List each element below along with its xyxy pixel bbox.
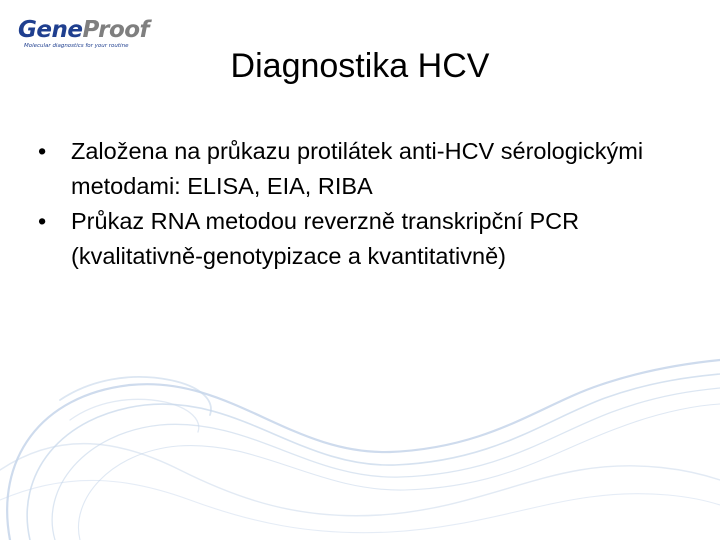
bullet-item (36, 134, 676, 204)
bullet-list (36, 134, 676, 274)
bullet-marker: • (38, 208, 47, 234)
logo-brand-gene: Gene (18, 17, 83, 43)
logo-tagline: Molecular diagnostics for your routine (24, 43, 129, 49)
slide-title: Diagnostika HCV (230, 47, 490, 85)
bullet-text: Průkaz RNA metodou reverzně transkripční PCR (kvalitativně-genotypizace a kvantitativně) (71, 208, 580, 269)
logo-brand-proof: Proof (82, 17, 150, 43)
bullet-marker: • (38, 138, 47, 164)
logo-wordmark (18, 16, 149, 44)
bullet-text: Založena na průkazu protilátek anti-HCV sérologickými metodami: ELISA, EIA, RIBA (71, 138, 644, 199)
bullet-item (36, 204, 676, 274)
